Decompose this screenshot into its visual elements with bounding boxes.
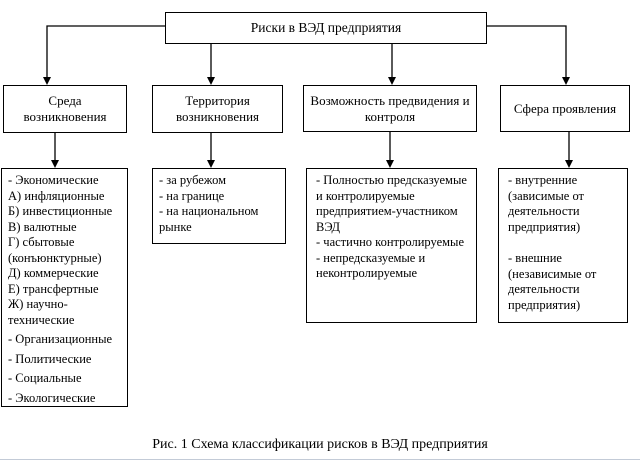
connector-root-to-environment: [47, 26, 165, 77]
list-item: Е) трансфертные: [8, 281, 99, 296]
node-category-environment-label: Среда возникновения: [23, 93, 107, 124]
node-category-territory: [152, 85, 283, 133]
list-item: - за рубежом: [159, 173, 227, 187]
node-list-territory: [152, 168, 286, 244]
connector-root-to-sphere: [487, 26, 566, 77]
arrowhead-territory-list: [207, 160, 215, 168]
figure-caption: Рис. 1 Схема классификации рисков в ВЭД предприятия: [152, 437, 488, 452]
list-item: - внутренние (зависимые от деятельности предприятия): [508, 173, 585, 234]
list-item: Г) сбытовые (конъюнктурные): [8, 235, 102, 265]
arrowhead-foreseeability-list: [386, 160, 394, 168]
list-item: В) валютные: [8, 219, 77, 234]
list-item: Д) коммерческие: [8, 266, 99, 280]
list-item: - внешние (независимые от деятельности предприятия): [508, 251, 597, 312]
arrowhead-environment: [43, 77, 51, 85]
node-list-sphere: [498, 168, 628, 323]
list-item: Б) инвестиционные: [8, 204, 113, 218]
node-category-sphere: [500, 85, 630, 132]
node-list-environment: [1, 168, 128, 407]
arrowhead-sphere-list: [565, 160, 573, 168]
list-item: - Экологические: [8, 390, 96, 405]
list-item: - непредсказуемые и неконтролируемые: [316, 250, 426, 280]
arrowhead-sphere: [562, 77, 570, 85]
arrowhead-territory: [207, 77, 215, 85]
node-category-environment: [3, 85, 127, 133]
node-category-foreseeability-label: Возможность предвидения и контроля: [310, 92, 470, 124]
list-item: - Экономические: [8, 173, 99, 187]
node-category-sphere-label: Сфера проявления: [513, 100, 617, 116]
list-item: - на границе: [159, 188, 225, 203]
list-item: - Социальные: [8, 371, 82, 385]
list-item: - Политические: [8, 351, 92, 366]
node-root-label: Риски в ВЭД предприятия: [250, 20, 402, 35]
list-item: - на национальном рынке: [159, 204, 259, 234]
node-category-territory-label: Территория возникновения: [175, 93, 260, 124]
node-root: [165, 12, 487, 44]
list-item: - Организационные: [8, 332, 113, 346]
list-item: - Полностью предсказуемые и контролируемые предприятием-участником ВЭД: [316, 173, 467, 234]
list-item: - частично контролируемые: [316, 235, 465, 249]
node-category-foreseeability: [303, 85, 477, 132]
node-list-foreseeability: [306, 168, 477, 323]
list-item: А) инфляционные: [8, 188, 105, 203]
arrowhead-environment-list: [51, 160, 59, 168]
list-item: Ж) научно-технические: [8, 297, 75, 327]
arrowhead-foreseeability: [388, 77, 396, 85]
